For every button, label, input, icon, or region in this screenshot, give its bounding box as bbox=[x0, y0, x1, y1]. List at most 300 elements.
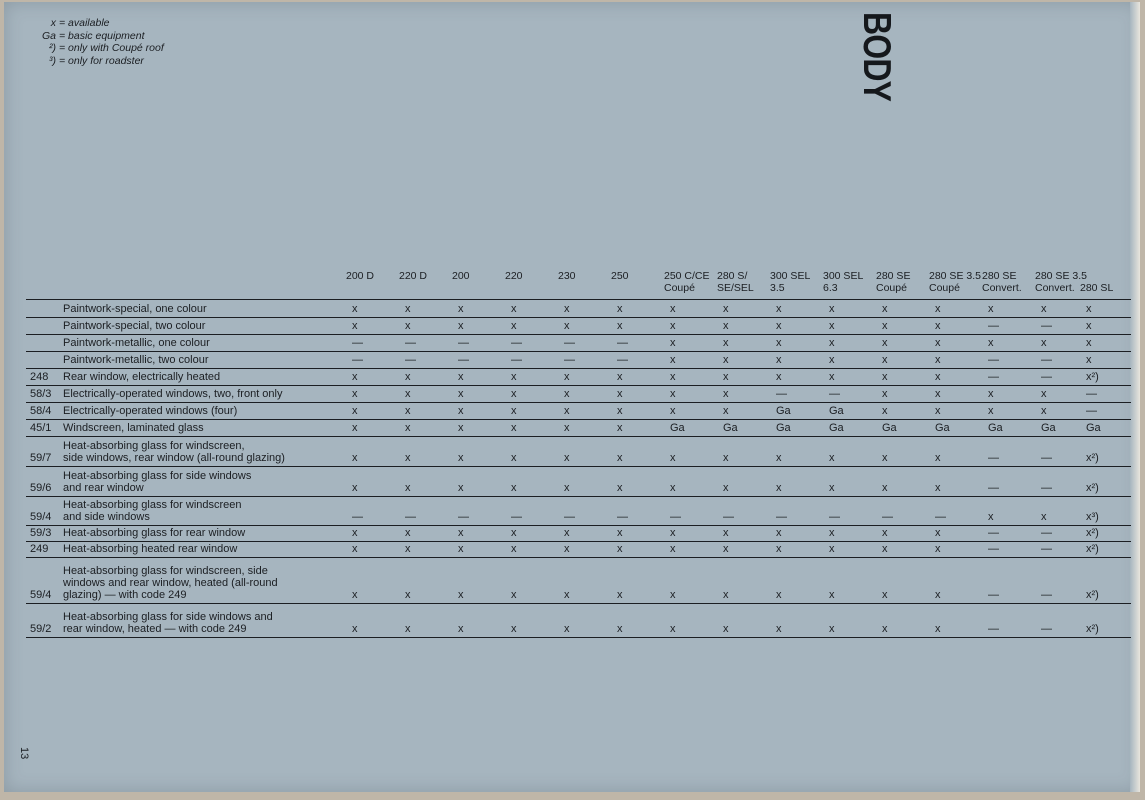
availability-cell bbox=[986, 557, 1039, 603]
availability-cell bbox=[1084, 436, 1131, 466]
legend-key: x bbox=[50, 17, 56, 29]
availability-mark: — bbox=[458, 510, 469, 523]
option-code bbox=[26, 300, 63, 317]
availability-cell bbox=[933, 351, 986, 368]
availability-mark: x²) bbox=[1086, 542, 1099, 555]
availability-cell bbox=[933, 402, 986, 419]
availability-cell bbox=[933, 466, 986, 496]
availability-cell bbox=[774, 603, 827, 637]
availability-mark: x bbox=[829, 481, 835, 494]
availability-mark: x bbox=[882, 526, 888, 539]
availability-cell bbox=[615, 300, 668, 317]
option-code bbox=[26, 334, 63, 351]
availability-cell bbox=[933, 557, 986, 603]
availability-cell bbox=[615, 466, 668, 496]
availability-cell bbox=[933, 496, 986, 525]
availability-cell bbox=[986, 351, 1039, 368]
availability-mark: x bbox=[1041, 336, 1047, 349]
availability-cell bbox=[509, 334, 562, 351]
availability-mark: x bbox=[405, 302, 411, 315]
availability-mark: — bbox=[1041, 353, 1052, 366]
option-description bbox=[63, 368, 350, 385]
availability-cell bbox=[827, 466, 880, 496]
availability-mark: x bbox=[564, 622, 570, 635]
availability-cell bbox=[509, 419, 562, 436]
option-description-text: Paintwork-metallic, one colour bbox=[63, 336, 210, 349]
availability-cell bbox=[721, 317, 774, 334]
availability-mark: x bbox=[405, 387, 411, 400]
availability-mark: x bbox=[617, 404, 623, 417]
legend-text: = only for roadster bbox=[59, 54, 144, 67]
availability-mark: x²) bbox=[1086, 588, 1099, 601]
availability-mark: — bbox=[1041, 526, 1052, 539]
equipment-table bbox=[26, 300, 1131, 638]
availability-cell bbox=[1039, 334, 1084, 351]
availability-cell bbox=[456, 334, 509, 351]
availability-mark: — bbox=[458, 336, 469, 349]
option-description bbox=[63, 557, 350, 603]
availability-cell bbox=[562, 541, 615, 557]
availability-cell bbox=[403, 351, 456, 368]
availability-mark: x bbox=[776, 588, 782, 601]
availability-mark: x bbox=[405, 588, 411, 601]
option-description bbox=[63, 436, 350, 466]
availability-mark: x bbox=[458, 387, 464, 400]
option-code: 58/4 bbox=[26, 402, 63, 419]
availability-cell bbox=[615, 419, 668, 436]
availability-cell bbox=[827, 402, 880, 419]
option-description bbox=[63, 317, 350, 334]
availability-mark: x bbox=[935, 526, 941, 539]
availability-mark: x bbox=[352, 387, 358, 400]
column-header: 300 SEL 3.5 bbox=[770, 270, 811, 294]
availability-cell bbox=[933, 603, 986, 637]
availability-mark: x bbox=[564, 421, 570, 434]
option-description-text: Heat-absorbing glass for windscreen, side windows, rear window (all-round glazing) bbox=[63, 439, 285, 464]
availability-mark: x bbox=[1086, 319, 1092, 332]
availability-mark: x bbox=[882, 542, 888, 555]
availability-cell bbox=[986, 466, 1039, 496]
availability-cell bbox=[456, 436, 509, 466]
availability-mark: x bbox=[458, 542, 464, 555]
availability-mark: x bbox=[617, 526, 623, 539]
table-row bbox=[26, 368, 1131, 385]
availability-mark: x bbox=[829, 588, 835, 601]
availability-cell bbox=[350, 541, 403, 557]
availability-mark: x bbox=[458, 588, 464, 601]
availability-cell bbox=[403, 525, 456, 541]
availability-cell bbox=[1039, 300, 1084, 317]
availability-mark: Ga bbox=[829, 421, 844, 434]
availability-cell bbox=[774, 541, 827, 557]
availability-mark: x bbox=[988, 404, 994, 417]
table-row bbox=[26, 525, 1131, 541]
option-description-text: Windscreen, laminated glass bbox=[63, 421, 204, 434]
availability-cell bbox=[509, 300, 562, 317]
availability-mark: x bbox=[670, 387, 676, 400]
legend-key: ²) bbox=[49, 42, 56, 54]
availability-mark: — bbox=[1086, 387, 1097, 400]
availability-mark: x bbox=[829, 336, 835, 349]
availability-cell bbox=[933, 385, 986, 402]
availability-mark: x bbox=[723, 588, 729, 601]
availability-mark: — bbox=[988, 353, 999, 366]
availability-cell bbox=[668, 317, 721, 334]
availability-mark: x bbox=[405, 542, 411, 555]
availability-mark: x²) bbox=[1086, 622, 1099, 635]
availability-mark: x bbox=[617, 588, 623, 601]
availability-cell bbox=[1039, 525, 1084, 541]
availability-cell bbox=[615, 334, 668, 351]
availability-cell bbox=[403, 466, 456, 496]
availability-cell bbox=[880, 541, 933, 557]
availability-cell bbox=[1084, 541, 1131, 557]
availability-cell bbox=[1039, 385, 1084, 402]
availability-mark: x bbox=[935, 622, 941, 635]
availability-mark: x bbox=[458, 451, 464, 464]
availability-mark: x bbox=[405, 526, 411, 539]
availability-cell bbox=[774, 402, 827, 419]
option-description-text: Heat-absorbing glass for windscreen, side windows and rear window, heated (all-round glazing) — with code 249 bbox=[63, 564, 278, 601]
availability-cell bbox=[668, 557, 721, 603]
availability-cell bbox=[933, 368, 986, 385]
availability-cell bbox=[1039, 402, 1084, 419]
availability-mark: x bbox=[776, 622, 782, 635]
availability-cell bbox=[880, 402, 933, 419]
availability-cell bbox=[509, 385, 562, 402]
availability-mark: x bbox=[829, 302, 835, 315]
table-row bbox=[26, 402, 1131, 419]
legend-item bbox=[30, 17, 164, 30]
availability-cell bbox=[721, 419, 774, 436]
availability-cell bbox=[827, 317, 880, 334]
availability-mark: x bbox=[352, 622, 358, 635]
availability-mark: x bbox=[617, 370, 623, 383]
availability-cell bbox=[1084, 466, 1131, 496]
availability-cell bbox=[562, 351, 615, 368]
availability-mark: x bbox=[829, 370, 835, 383]
availability-mark: x bbox=[723, 542, 729, 555]
availability-cell bbox=[986, 496, 1039, 525]
availability-cell bbox=[880, 300, 933, 317]
availability-mark: x bbox=[935, 451, 941, 464]
availability-mark: x bbox=[617, 451, 623, 464]
availability-mark: x bbox=[405, 319, 411, 332]
availability-cell bbox=[562, 385, 615, 402]
availability-cell bbox=[350, 402, 403, 419]
availability-cell bbox=[350, 351, 403, 368]
availability-mark: x bbox=[882, 302, 888, 315]
availability-mark: — bbox=[564, 510, 575, 523]
option-description bbox=[63, 541, 350, 557]
availability-cell bbox=[986, 385, 1039, 402]
availability-cell bbox=[562, 334, 615, 351]
availability-mark: x bbox=[723, 387, 729, 400]
availability-mark: x bbox=[882, 319, 888, 332]
column-header: 220 D bbox=[399, 270, 428, 282]
availability-mark: x bbox=[882, 622, 888, 635]
availability-cell bbox=[721, 436, 774, 466]
option-description-text: Electrically-operated windows (four) bbox=[63, 404, 238, 417]
availability-mark: x bbox=[776, 542, 782, 555]
availability-cell bbox=[721, 385, 774, 402]
column-header: 250 C/CE Coupé bbox=[664, 270, 710, 294]
availability-cell bbox=[774, 419, 827, 436]
availability-mark: x bbox=[670, 319, 676, 332]
table-row bbox=[26, 419, 1131, 436]
availability-cell bbox=[986, 525, 1039, 541]
availability-mark: Ga bbox=[935, 421, 950, 434]
availability-cell bbox=[456, 368, 509, 385]
availability-cell bbox=[721, 541, 774, 557]
availability-cell bbox=[986, 368, 1039, 385]
availability-mark: x bbox=[564, 302, 570, 315]
availability-cell bbox=[615, 317, 668, 334]
availability-cell bbox=[403, 603, 456, 637]
availability-mark: x bbox=[564, 451, 570, 464]
availability-cell bbox=[403, 557, 456, 603]
option-description-text: Heat-absorbing glass for rear window bbox=[63, 526, 246, 539]
availability-cell bbox=[774, 496, 827, 525]
availability-cell bbox=[509, 541, 562, 557]
availability-mark: x bbox=[405, 622, 411, 635]
availability-cell bbox=[615, 496, 668, 525]
availability-cell bbox=[668, 334, 721, 351]
availability-cell bbox=[403, 419, 456, 436]
availability-cell bbox=[933, 334, 986, 351]
availability-mark: x bbox=[1041, 387, 1047, 400]
availability-cell bbox=[456, 603, 509, 637]
availability-mark: x bbox=[670, 336, 676, 349]
availability-cell bbox=[1039, 466, 1084, 496]
availability-mark: x bbox=[352, 451, 358, 464]
table-row bbox=[26, 317, 1131, 334]
availability-mark: x bbox=[670, 526, 676, 539]
availability-cell bbox=[827, 334, 880, 351]
availability-mark: x bbox=[511, 622, 517, 635]
availability-cell bbox=[509, 351, 562, 368]
availability-cell bbox=[615, 385, 668, 402]
option-code: 59/2 bbox=[26, 603, 63, 637]
table-row bbox=[26, 557, 1131, 603]
availability-mark: — bbox=[617, 353, 628, 366]
availability-mark: x bbox=[458, 421, 464, 434]
availability-mark: x²) bbox=[1086, 370, 1099, 383]
availability-mark: x bbox=[723, 451, 729, 464]
availability-cell bbox=[880, 419, 933, 436]
availability-cell bbox=[350, 466, 403, 496]
availability-cell bbox=[668, 496, 721, 525]
availability-mark: — bbox=[1041, 588, 1052, 601]
availability-mark: x bbox=[458, 481, 464, 494]
availability-mark: x bbox=[723, 481, 729, 494]
availability-mark: Ga bbox=[1086, 421, 1101, 434]
option-code bbox=[26, 351, 63, 368]
availability-mark: — bbox=[352, 336, 363, 349]
availability-mark: x bbox=[511, 421, 517, 434]
option-code: 59/4 bbox=[26, 496, 63, 525]
availability-mark: x bbox=[935, 542, 941, 555]
availability-cell bbox=[403, 436, 456, 466]
availability-cell bbox=[1084, 525, 1131, 541]
availability-cell bbox=[1084, 557, 1131, 603]
availability-mark: x bbox=[405, 451, 411, 464]
availability-cell bbox=[827, 419, 880, 436]
availability-mark: x bbox=[352, 319, 358, 332]
page-number-text: 13 bbox=[18, 747, 30, 760]
option-description bbox=[63, 385, 350, 402]
table-row bbox=[26, 496, 1131, 525]
availability-cell bbox=[986, 300, 1039, 317]
availability-cell bbox=[403, 368, 456, 385]
availability-cell bbox=[456, 466, 509, 496]
legend-key: ³) bbox=[49, 54, 56, 67]
availability-cell bbox=[933, 541, 986, 557]
availability-mark: x bbox=[511, 319, 517, 332]
availability-mark: — bbox=[405, 353, 416, 366]
availability-cell bbox=[456, 351, 509, 368]
availability-mark: x bbox=[352, 421, 358, 434]
column-header: 280 SL bbox=[1080, 282, 1114, 294]
availability-mark: x bbox=[617, 622, 623, 635]
availability-cell bbox=[986, 436, 1039, 466]
availability-cell bbox=[509, 525, 562, 541]
availability-cell bbox=[774, 436, 827, 466]
section-title bbox=[842, 11, 902, 102]
availability-cell bbox=[1039, 368, 1084, 385]
availability-mark: x bbox=[829, 622, 835, 635]
availability-mark: x bbox=[617, 421, 623, 434]
availability-mark: x bbox=[988, 336, 994, 349]
availability-cell bbox=[668, 402, 721, 419]
availability-mark: — bbox=[1041, 481, 1052, 494]
availability-cell bbox=[456, 525, 509, 541]
option-description bbox=[63, 603, 350, 637]
availability-cell bbox=[721, 300, 774, 317]
option-description-text: Electrically-operated windows, two, front only bbox=[63, 387, 283, 400]
availability-mark: — bbox=[776, 510, 787, 523]
table-row bbox=[26, 300, 1131, 317]
availability-mark: x bbox=[352, 588, 358, 601]
availability-mark: x bbox=[935, 404, 941, 417]
availability-cell bbox=[721, 557, 774, 603]
availability-mark: — bbox=[352, 353, 363, 366]
availability-mark: x bbox=[617, 481, 623, 494]
availability-cell bbox=[562, 317, 615, 334]
availability-cell bbox=[562, 436, 615, 466]
availability-cell bbox=[562, 368, 615, 385]
availability-cell bbox=[562, 300, 615, 317]
availability-mark: x²) bbox=[1086, 526, 1099, 539]
availability-mark: — bbox=[405, 336, 416, 349]
availability-cell bbox=[827, 603, 880, 637]
availability-mark: Ga bbox=[882, 421, 897, 434]
option-description bbox=[63, 496, 350, 525]
availability-mark: x bbox=[935, 302, 941, 315]
availability-mark: x bbox=[935, 481, 941, 494]
legend-item bbox=[30, 30, 164, 43]
availability-mark: x bbox=[511, 302, 517, 315]
availability-cell bbox=[933, 525, 986, 541]
availability-cell bbox=[827, 541, 880, 557]
column-header: 280 SE 3.5 Coupé bbox=[929, 270, 981, 294]
availability-mark: x bbox=[882, 353, 888, 366]
availability-mark: x bbox=[882, 336, 888, 349]
availability-mark: — bbox=[1041, 319, 1052, 332]
availability-cell bbox=[827, 351, 880, 368]
availability-cell bbox=[456, 419, 509, 436]
availability-cell bbox=[1039, 557, 1084, 603]
availability-cell bbox=[880, 557, 933, 603]
legend-text: = available bbox=[59, 17, 110, 29]
availability-cell bbox=[827, 300, 880, 317]
availability-cell bbox=[403, 385, 456, 402]
availability-mark: — bbox=[988, 370, 999, 383]
availability-mark: x bbox=[935, 353, 941, 366]
availability-mark: x bbox=[670, 302, 676, 315]
availability-cell bbox=[933, 419, 986, 436]
availability-cell bbox=[986, 402, 1039, 419]
availability-mark: x bbox=[882, 404, 888, 417]
availability-mark: x bbox=[776, 481, 782, 494]
availability-mark: Ga bbox=[988, 421, 1003, 434]
availability-cell bbox=[774, 385, 827, 402]
page-edge bbox=[1130, 2, 1140, 792]
option-description bbox=[63, 351, 350, 368]
availability-mark: x bbox=[776, 526, 782, 539]
availability-mark: x bbox=[829, 353, 835, 366]
availability-cell bbox=[562, 419, 615, 436]
section-title-text: BODY bbox=[855, 12, 898, 102]
availability-mark: x bbox=[882, 588, 888, 601]
availability-mark: x bbox=[352, 370, 358, 383]
availability-mark: x bbox=[935, 336, 941, 349]
availability-cell bbox=[880, 368, 933, 385]
availability-mark: x bbox=[352, 542, 358, 555]
availability-mark: x bbox=[564, 370, 570, 383]
column-header: 280 SE 3.5 Convert. bbox=[1035, 270, 1087, 294]
availability-cell bbox=[721, 496, 774, 525]
availability-mark: x bbox=[723, 336, 729, 349]
option-description bbox=[63, 466, 350, 496]
availability-cell bbox=[668, 541, 721, 557]
table-row bbox=[26, 334, 1131, 351]
availability-cell bbox=[456, 317, 509, 334]
availability-cell bbox=[668, 436, 721, 466]
table-row bbox=[26, 385, 1131, 402]
availability-mark: — bbox=[829, 387, 840, 400]
availability-mark: x bbox=[988, 510, 994, 523]
availability-mark: x bbox=[829, 451, 835, 464]
option-code: 58/3 bbox=[26, 385, 63, 402]
availability-cell bbox=[562, 557, 615, 603]
availability-mark: x bbox=[458, 404, 464, 417]
availability-cell bbox=[350, 334, 403, 351]
availability-mark: Ga bbox=[723, 421, 738, 434]
availability-cell bbox=[1084, 419, 1131, 436]
availability-cell bbox=[986, 317, 1039, 334]
availability-cell bbox=[509, 436, 562, 466]
availability-mark: x bbox=[564, 542, 570, 555]
availability-cell bbox=[668, 525, 721, 541]
availability-mark: x bbox=[511, 588, 517, 601]
availability-mark: x bbox=[829, 319, 835, 332]
availability-mark: x bbox=[564, 526, 570, 539]
availability-cell bbox=[1084, 385, 1131, 402]
availability-mark: x bbox=[670, 588, 676, 601]
option-code: 248 bbox=[26, 368, 63, 385]
availability-mark: — bbox=[458, 353, 469, 366]
